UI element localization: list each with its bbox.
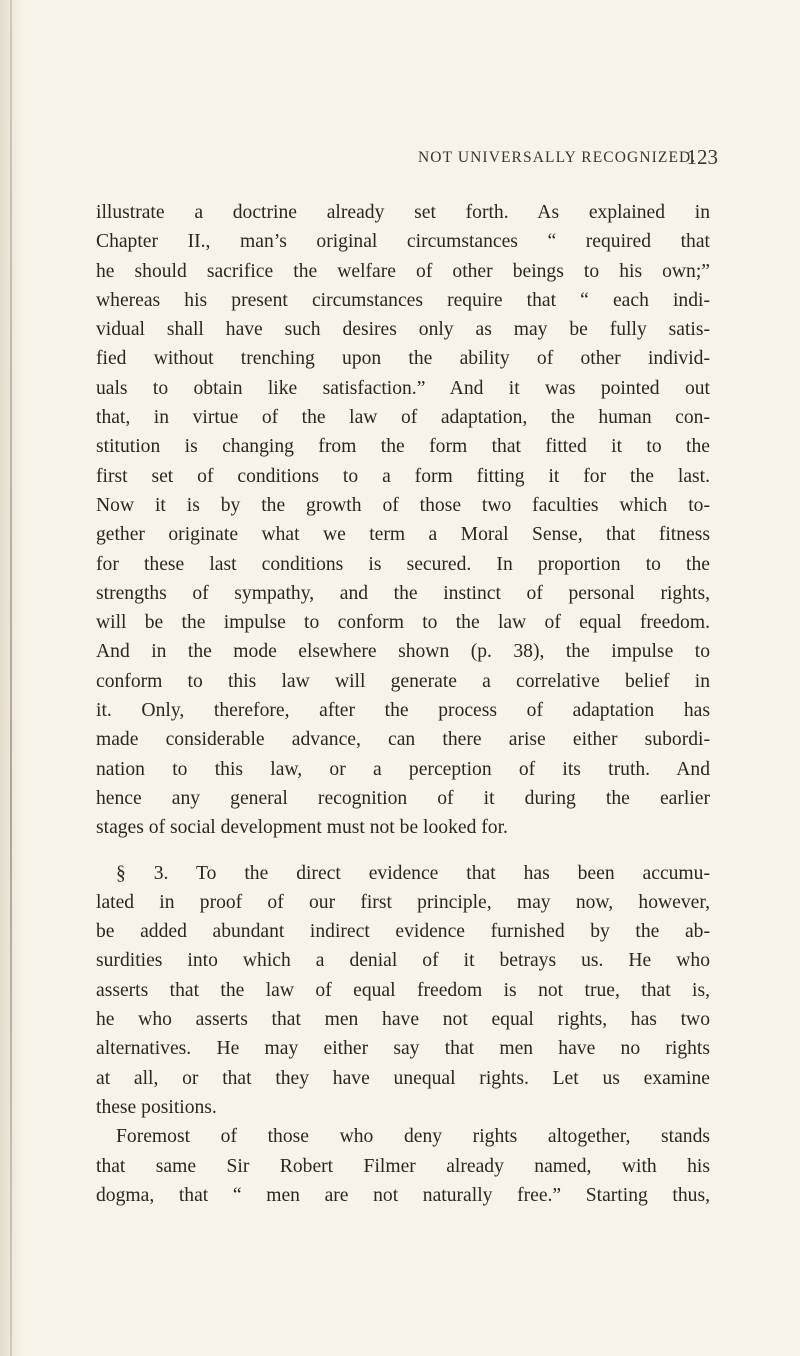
text-line: made considerable advance, can there arise either subordi-: [96, 729, 710, 751]
text-line: conform to this law will generate a correlative belief in: [96, 670, 710, 692]
text-line: nation to this law, or a perception of its truth. And: [96, 758, 710, 780]
text-line: lated in proof of our first principle, may now, however,: [96, 891, 710, 913]
section-opening-line: § 3. To the direct evidence that has been accumu-: [116, 862, 710, 884]
paragraph-2: [96, 859, 710, 1123]
text-line: he should sacrifice the welfare of other beings to his own;”: [96, 260, 710, 282]
text-line: vidual shall have such desires only as may be fully satis-: [96, 319, 710, 341]
text-line: hence any general recognition of it during the earlier: [96, 787, 710, 809]
page-number: 123: [686, 145, 718, 169]
running-head: NOT UNIVERSALLY RECOGNIZED.: [418, 149, 697, 166]
text-line: Chapter II., man’s original circumstances “ required that: [96, 231, 710, 253]
text-line: first set of conditions to a form fitting it for the last.: [96, 465, 710, 487]
text-line: And in the mode elsewhere shown (p. 38), the impulse to: [96, 641, 710, 663]
text-line: asserts that the law of equal freedom is not true, that is,: [96, 979, 710, 1001]
text-line: Foremost of those who deny rights altogether, stands: [116, 1126, 710, 1148]
text-line: fied without trenching upon the ability of other individ-: [96, 348, 710, 370]
text-line: uals to obtain like satisfaction.” And it was pointed out: [96, 377, 710, 399]
text-line: Now it is by the growth of those two faculties which to-: [96, 494, 710, 516]
section-gap: [96, 843, 710, 859]
text-line: gether originate what we term a Moral Sense, that fitness: [96, 524, 710, 546]
text-line: it. Only, therefore, after the process of adaptation has: [96, 700, 710, 722]
text-line: for these last conditions is secured. In proportion to the: [96, 553, 710, 575]
text-line: surdities into which a denial of it betrays us. He who: [96, 950, 710, 972]
text-line: will be the impulse to conform to the law of equal freedom.: [96, 612, 710, 634]
text-line: stages of social development must not be looked for.: [96, 817, 508, 839]
text-line: dogma, that “ men are not naturally free.” Starting thus,: [96, 1184, 710, 1206]
text-line: that, in virtue of the law of adaptation, the human con-: [96, 407, 710, 429]
text-line: alternatives. He may either say that men have no rights: [96, 1038, 710, 1060]
text-line: he who asserts that men have not equal rights, has two: [96, 1009, 710, 1031]
text-line: whereas his present circumstances require that “ each indi-: [96, 289, 710, 311]
body-text: [96, 198, 710, 1210]
binding-edge: [10, 0, 12, 1356]
text-line: at all, or that they have unequal rights. Let us examine: [96, 1067, 710, 1089]
text-line: that same Sir Robert Filmer already named, with his: [96, 1155, 710, 1177]
text-line: these positions.: [96, 1096, 217, 1118]
text-line: stitution is changing from the form that fitted it to the: [96, 436, 710, 458]
text-line: illustrate a doctrine already set forth. As explained in: [96, 202, 710, 223]
paragraph-1: [96, 198, 710, 843]
paragraph-3: [96, 1122, 710, 1210]
text-line: strengths of sympathy, and the instinct of personal rights,: [96, 582, 710, 604]
text-line: be added abundant indirect evidence furnished by the ab-: [96, 921, 710, 943]
page-header: [418, 141, 718, 171]
